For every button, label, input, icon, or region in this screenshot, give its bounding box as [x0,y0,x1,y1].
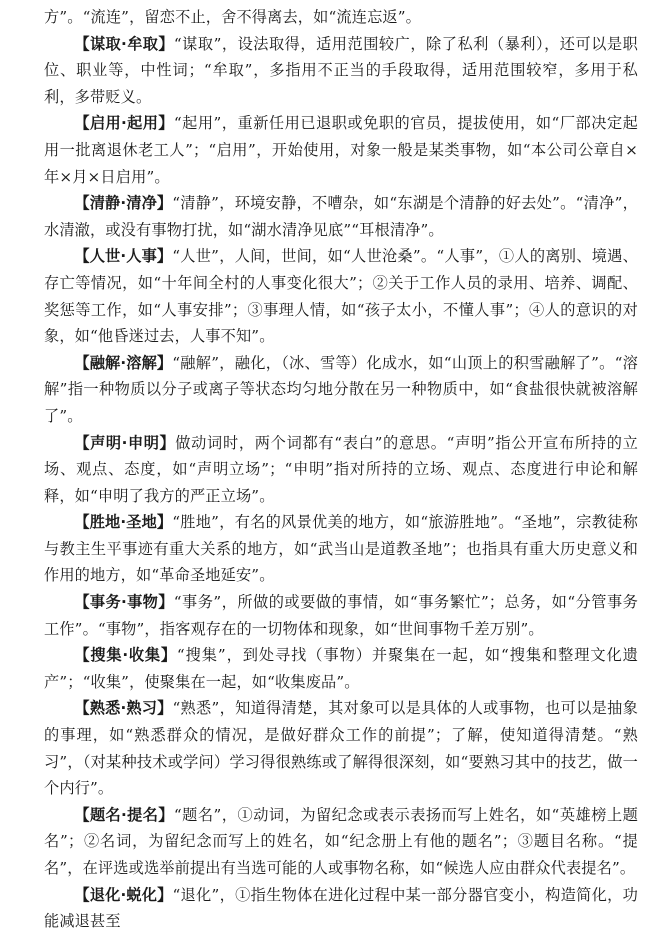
entry-term: 【题名·提名】 [74,805,174,824]
entry-term: 【人世·人事】 [74,247,173,266]
entry-text: “清静”，环境安静，不嘈杂，如“东湖是个清静的好去处”。“清净”，水清澈，或没有事物打扰，如“湖水清净见底”“耳根清净”。 [44,194,638,239]
entry-text: “退化”，①指生物体在进化过程中某一部分器官变小，构造简化，功能减退甚至 [44,885,638,931]
entry-paragraph [44,190,638,243]
entry-term: 【启用·起用】 [74,114,174,133]
entry-paragraph [44,802,638,882]
entry-term: 【退化·蜕化】 [74,885,173,904]
entry-term: 【熟悉·熟习】 [74,699,173,718]
entry-term: 【搜集·收集】 [74,646,177,665]
entry-paragraph [44,430,638,510]
entry-text: “题名”，①动词，为留纪念或表示表扬而写上姓名，如“英雄榜上题名”；②名词，为留纪念而写上的姓名，如“纪念册上有他的题名”；③题目名称。“提名”，在评选或选举前提出有当选可能的人或事物名称，如“候选人应由群众代表提名”。 [44,805,638,877]
entry-text: “谋取”，设法取得，适用范围较广，除了私利（暴利），还可以是职位、职业等，中性词；“牟取”，多指用不正当的手段取得，适用范围较窄，多用于私利，多带贬义。 [44,34,638,106]
entry-paragraph [44,350,638,430]
entry-term: 【融解·溶解】 [74,353,173,372]
entry-text: 做动词时，两个词都有“表白”的意思。“声明”指公开宣布所持的立场、观点、态度，如“声明立场”；“申明”指对所持的立场、观点、态度进行申论和解释，如“申明了我方的严正立场”。 [44,433,638,505]
entry-paragraph [44,589,638,642]
entry-text: “事务”，所做的或要做的事情，如“事务繁忙”；总务，如“分管事务工作”。“事物”，指客观存在的一切物体和现象，如“世间事物千差万别”。 [44,593,638,638]
entry-paragraph [44,509,638,589]
entry-paragraph [44,31,638,111]
entry-paragraph [44,882,638,935]
entry-term: 【声明·申明】 [74,433,176,452]
entry-text: 方”。“流连”，留恋不止，舍不得离去，如“流连忘返”。 [44,8,421,26]
entry-paragraph [44,642,638,695]
entry-text: “起用”，重新任用已退职或免职的官员，提拔使用，如“厂部决定起用一批离退休老工人”；“启用”，开始使用，对象一般是某类事物，如“本公司公章自×年×月×日启用”。 [44,114,638,186]
entry-text: “熟悉”，知道得清楚，其对象可以是具体的人或事物，也可以是抽象的事理，如“熟悉群众的情况，是做好群众工作的前提”；了解，使知道得清楚。“熟习”，（对某种技术或学问）学习得很熟练或了解得很深刻，如“要熟习其中的技艺，做一个内行”。 [44,699,638,798]
entry-text: “融解”，融化，（冰、雪等）化成水，如“山顶上的积雪融解了”。“溶解”指一种物质以分子或离子等状态均匀地分散在另一种物质中，如“食盐很快就被溶解了”。 [44,353,638,425]
entry-paragraph [44,4,638,31]
entry-paragraph [44,110,638,190]
entry-paragraph [44,695,638,801]
entry-term: 【清静·清净】 [74,194,173,213]
entry-text: “胜地”，有名的风景优美的地方，如“旅游胜地”。“圣地”，宗教徒称与教主生平事迹有重大关系的地方，如“武当山是道教圣地”；也指具有重大历史意义和作用的地方，如“革命圣地延安”。 [44,513,638,585]
entry-term: 【胜地·圣地】 [74,513,173,532]
entry-text: “人世”，人间，世间，如“人世沧桑”。“人事”，①人的离别、境遇、存亡等情况，如“十年间全村的人事变化很大”；②关于工作人员的录用、培养、调配、奖惩等工作，如“人事安排”；③事理人情，如“孩子太小，不懂人事”；④人的意识的对象，如“他昏迷过去，人事不知”。 [44,247,638,346]
entry-term: 【谋取·牟取】 [74,34,174,53]
entry-text: “搜集”，到处寻找（事物）并聚集在一起，如“搜集和整理文化遗产”；“收集”，使聚集在一起，如“收集废品”。 [44,646,638,691]
entry-paragraph [44,243,638,349]
entry-term: 【事务·事物】 [74,593,174,612]
